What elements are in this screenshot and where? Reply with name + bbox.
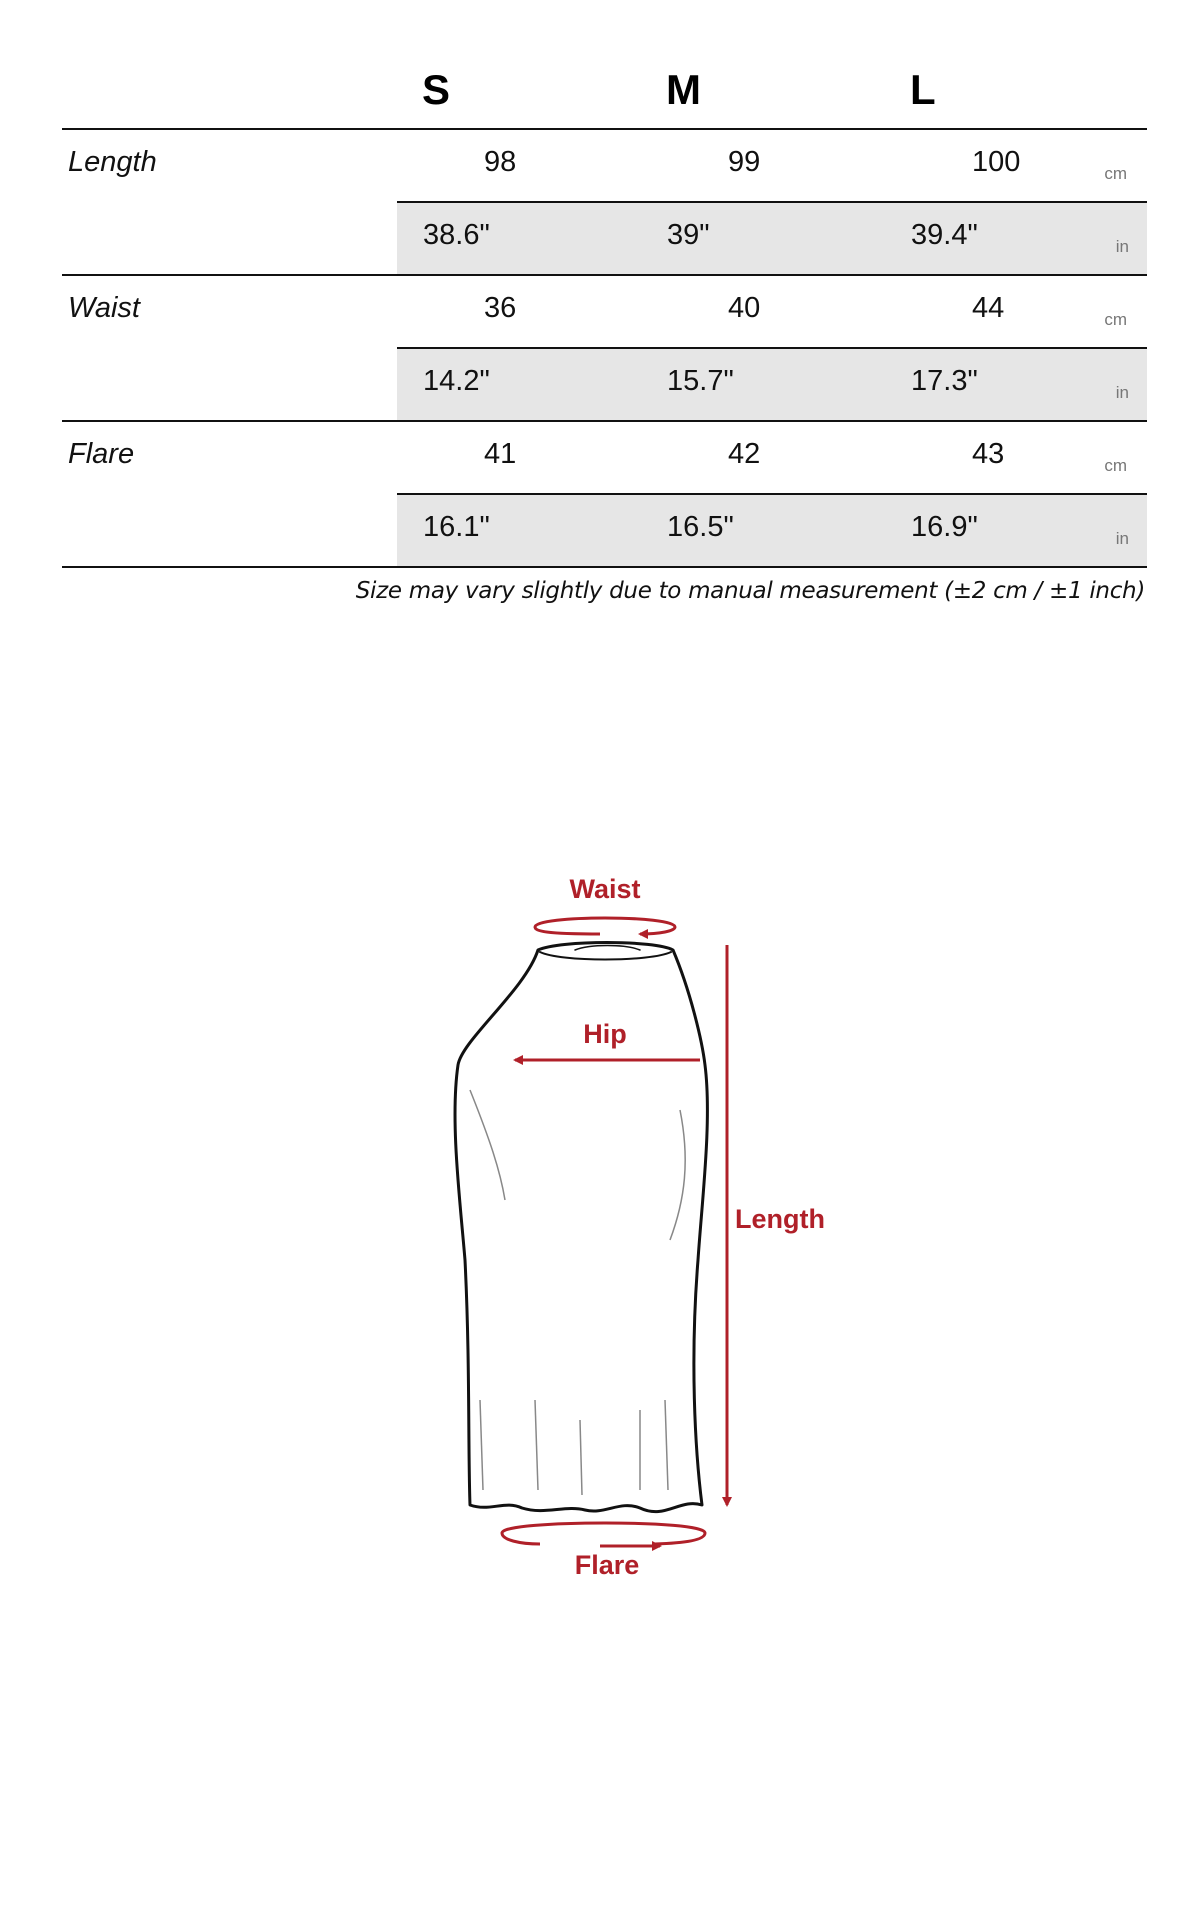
flare-arrow (502, 1523, 705, 1546)
unit-cm-label: cm (1104, 164, 1127, 183)
waist-in-row (397, 349, 1147, 420)
waist-label: Waist (68, 292, 140, 324)
flare-cm-row (397, 422, 1147, 495)
length-diagram-label: Length (735, 1204, 825, 1234)
waist-arrow (535, 918, 675, 934)
waist-m-cm: 40 (728, 292, 761, 324)
unit-in-label: in (1115, 529, 1129, 548)
waist-l-in: 17.3" (911, 365, 978, 397)
unit-cm-label: cm (1104, 456, 1127, 475)
waist-s-cm: 36 (484, 292, 517, 324)
length-m-in: 39" (667, 219, 710, 251)
flare-label: Flare (68, 438, 135, 470)
flare-measurement-group (62, 422, 1147, 568)
skirt-illustration (455, 943, 707, 1512)
waist-l-cm: 44 (972, 292, 1005, 324)
unit-in-label: in (1115, 383, 1129, 402)
flare-l-in: 16.9" (911, 511, 978, 543)
length-s-in: 38.6" (423, 219, 490, 251)
flare-m-cm: 42 (728, 438, 761, 470)
flare-s-cm: 41 (484, 438, 517, 470)
length-cm-row (397, 130, 1147, 203)
waist-cm-row (397, 276, 1147, 349)
flare-l-cm: 43 (972, 438, 1005, 470)
length-l-in: 39.4" (911, 219, 978, 251)
size-m-heading: M (666, 66, 701, 113)
waist-s-in: 14.2" (423, 365, 490, 397)
size-header-row (62, 0, 1147, 130)
length-in-row (397, 203, 1147, 274)
length-s-cm: 98 (484, 146, 517, 178)
waist-diagram-label: Waist (569, 874, 641, 904)
unit-in-label: in (1115, 237, 1129, 256)
length-l-cm: 100 (972, 146, 1021, 178)
length-label: Length (68, 146, 157, 178)
flare-s-in: 16.1" (423, 511, 490, 543)
flare-m-in: 16.5" (667, 511, 734, 543)
size-l-heading: L (910, 66, 936, 113)
waist-measurement-group (62, 276, 1147, 422)
hip-diagram-label: Hip (583, 1019, 627, 1049)
length-measurement-group (62, 130, 1147, 276)
flare-diagram-label: Flare (574, 1550, 640, 1580)
length-m-cm: 99 (728, 146, 761, 178)
size-s-heading: S (422, 66, 451, 113)
skirt-fold-lines (470, 1090, 685, 1495)
unit-cm-label: cm (1104, 310, 1127, 329)
size-chart-table (62, 0, 1147, 568)
flare-in-row (397, 495, 1147, 566)
measurement-note: Size may vary slightly due to manual measurement (±2 cm / ±1 inch) (355, 578, 1145, 604)
waist-m-in: 15.7" (667, 365, 734, 397)
